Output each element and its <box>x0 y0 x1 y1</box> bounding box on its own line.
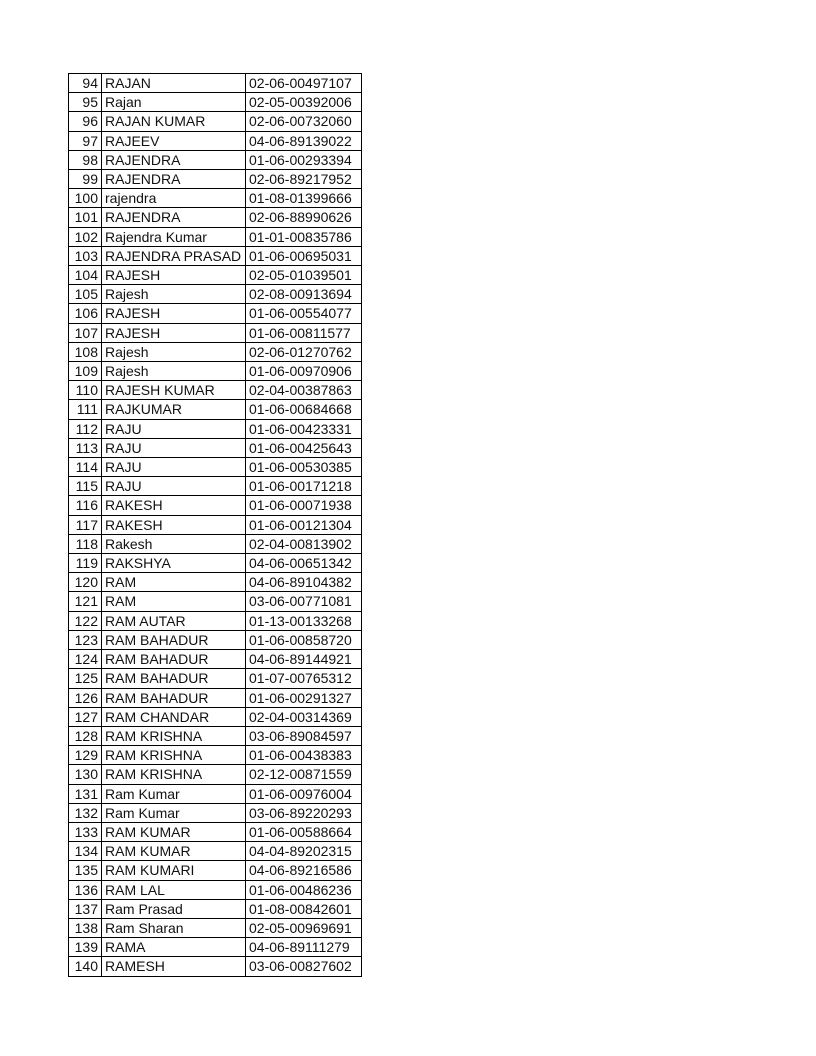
table-row <box>69 707 362 726</box>
table-row <box>69 726 362 745</box>
id-cell: 01-06-00438383 <box>246 746 362 765</box>
table-row <box>69 746 362 765</box>
table-row <box>69 477 362 496</box>
name-cell: RAJENDRA <box>102 170 246 189</box>
table-row <box>69 957 362 976</box>
id-cell: 04-06-89104382 <box>246 573 362 592</box>
id-cell: 01-06-00976004 <box>246 784 362 803</box>
id-cell: 03-06-00827602 <box>246 957 362 976</box>
table-row <box>69 918 362 937</box>
table-row <box>69 630 362 649</box>
table-row <box>69 899 362 918</box>
id-cell: 01-06-00695031 <box>246 246 362 265</box>
id-cell: 02-08-00913694 <box>246 285 362 304</box>
serial-cell: 132 <box>69 803 102 822</box>
serial-cell: 118 <box>69 534 102 553</box>
table-row <box>69 784 362 803</box>
name-cell: RAJESH KUMAR <box>102 381 246 400</box>
name-cell: RAM LAL <box>102 880 246 899</box>
id-cell: 01-06-00858720 <box>246 630 362 649</box>
id-cell: 01-06-00423331 <box>246 419 362 438</box>
name-cell: RAJKUMAR <box>102 400 246 419</box>
serial-cell: 112 <box>69 419 102 438</box>
id-cell: 01-06-00530385 <box>246 458 362 477</box>
table-row <box>69 170 362 189</box>
id-cell: 02-05-00969691 <box>246 918 362 937</box>
id-cell: 04-06-89111279 <box>246 938 362 957</box>
name-cell: RAM AUTAR <box>102 611 246 630</box>
name-cell: RAM BAHADUR <box>102 669 246 688</box>
table-row <box>69 573 362 592</box>
id-cell: 02-04-00813902 <box>246 534 362 553</box>
serial-cell: 124 <box>69 650 102 669</box>
name-cell: RAM KRISHNA <box>102 765 246 784</box>
serial-cell: 123 <box>69 630 102 649</box>
table-row <box>69 189 362 208</box>
name-cell: Ram Kumar <box>102 803 246 822</box>
table-row <box>69 765 362 784</box>
id-cell: 01-06-00291327 <box>246 688 362 707</box>
serial-cell: 130 <box>69 765 102 784</box>
serial-cell: 136 <box>69 880 102 899</box>
name-cell: RAKESH <box>102 515 246 534</box>
serial-cell: 121 <box>69 592 102 611</box>
name-cell: Rakesh <box>102 534 246 553</box>
table-row <box>69 304 362 323</box>
id-cell: 02-06-89217952 <box>246 170 362 189</box>
table-row <box>69 822 362 841</box>
table-row <box>69 285 362 304</box>
id-cell: 02-04-00314369 <box>246 707 362 726</box>
id-cell: 04-06-89144921 <box>246 650 362 669</box>
serial-cell: 94 <box>69 74 102 93</box>
id-cell: 04-06-89216586 <box>246 861 362 880</box>
serial-cell: 133 <box>69 822 102 841</box>
name-cell: Rajesh <box>102 342 246 361</box>
serial-cell: 99 <box>69 170 102 189</box>
id-cell: 04-04-89202315 <box>246 842 362 861</box>
name-cell: Rajan <box>102 93 246 112</box>
id-cell: 01-08-00842601 <box>246 899 362 918</box>
serial-cell: 109 <box>69 362 102 381</box>
name-cell: RAJESH <box>102 304 246 323</box>
table-row <box>69 131 362 150</box>
id-cell: 01-06-00171218 <box>246 477 362 496</box>
name-cell: RAJENDRA <box>102 208 246 227</box>
table-row <box>69 342 362 361</box>
name-cell: RAJAN <box>102 74 246 93</box>
id-cell: 01-06-00486236 <box>246 880 362 899</box>
serial-cell: 108 <box>69 342 102 361</box>
id-cell: 01-01-00835786 <box>246 227 362 246</box>
name-cell: RAKSHYA <box>102 554 246 573</box>
table-row <box>69 842 362 861</box>
name-cell: RAM KRISHNA <box>102 726 246 745</box>
id-cell: 01-06-00425643 <box>246 438 362 457</box>
name-cell: RAJENDRA <box>102 150 246 169</box>
serial-cell: 98 <box>69 150 102 169</box>
serial-cell: 111 <box>69 400 102 419</box>
serial-cell: 110 <box>69 381 102 400</box>
serial-cell: 100 <box>69 189 102 208</box>
name-cell: RAM BAHADUR <box>102 630 246 649</box>
serial-cell: 122 <box>69 611 102 630</box>
id-cell: 02-05-01039501 <box>246 266 362 285</box>
table-row <box>69 246 362 265</box>
serial-cell: 104 <box>69 266 102 285</box>
name-cell: RAM BAHADUR <box>102 650 246 669</box>
table-row <box>69 554 362 573</box>
serial-cell: 129 <box>69 746 102 765</box>
serial-cell: 102 <box>69 227 102 246</box>
serial-cell: 105 <box>69 285 102 304</box>
id-cell: 01-13-00133268 <box>246 611 362 630</box>
table-row <box>69 150 362 169</box>
serial-cell: 114 <box>69 458 102 477</box>
serial-cell: 134 <box>69 842 102 861</box>
table-row <box>69 688 362 707</box>
serial-cell: 137 <box>69 899 102 918</box>
name-cell: Ram Kumar <box>102 784 246 803</box>
serial-cell: 140 <box>69 957 102 976</box>
table-row <box>69 438 362 457</box>
id-cell: 02-05-00392006 <box>246 93 362 112</box>
name-cell: Ram Prasad <box>102 899 246 918</box>
table-row <box>69 650 362 669</box>
serial-cell: 115 <box>69 477 102 496</box>
serial-cell: 116 <box>69 496 102 515</box>
table-row <box>69 496 362 515</box>
serial-cell: 127 <box>69 707 102 726</box>
name-cell: Ram Sharan <box>102 918 246 937</box>
name-cell: RAJESH <box>102 266 246 285</box>
table-row <box>69 938 362 957</box>
name-cell: RAMA <box>102 938 246 957</box>
name-cell: RAM <box>102 573 246 592</box>
name-cell: RAM BAHADUR <box>102 688 246 707</box>
table-row <box>69 861 362 880</box>
id-cell: 02-06-00497107 <box>246 74 362 93</box>
serial-cell: 101 <box>69 208 102 227</box>
table-row <box>69 458 362 477</box>
serial-cell: 125 <box>69 669 102 688</box>
id-cell: 01-06-00293394 <box>246 150 362 169</box>
id-cell: 02-06-01270762 <box>246 342 362 361</box>
id-cell: 01-07-00765312 <box>246 669 362 688</box>
id-cell: 02-06-88990626 <box>246 208 362 227</box>
name-cell: Rajesh <box>102 285 246 304</box>
name-cell: RAJU <box>102 458 246 477</box>
serial-cell: 135 <box>69 861 102 880</box>
id-cell: 03-06-00771081 <box>246 592 362 611</box>
id-cell: 01-06-00588664 <box>246 822 362 841</box>
table-row <box>69 880 362 899</box>
table-row <box>69 611 362 630</box>
name-cell: RAKESH <box>102 496 246 515</box>
serial-cell: 131 <box>69 784 102 803</box>
table-row <box>69 534 362 553</box>
id-cell: 01-06-00970906 <box>246 362 362 381</box>
name-cell: RAJEEV <box>102 131 246 150</box>
serial-cell: 106 <box>69 304 102 323</box>
id-cell: 02-06-00732060 <box>246 112 362 131</box>
name-id-table <box>68 73 362 977</box>
name-cell: RAJENDRA PRASAD <box>102 246 246 265</box>
name-cell: Rajendra Kumar <box>102 227 246 246</box>
table-row <box>69 362 362 381</box>
id-cell: 01-06-00811577 <box>246 323 362 342</box>
name-cell: RAJESH <box>102 323 246 342</box>
serial-cell: 126 <box>69 688 102 707</box>
table-row <box>69 323 362 342</box>
id-cell: 01-06-00121304 <box>246 515 362 534</box>
table-row <box>69 74 362 93</box>
name-cell: RAM <box>102 592 246 611</box>
serial-cell: 139 <box>69 938 102 957</box>
name-cell: RAJU <box>102 477 246 496</box>
table-row <box>69 208 362 227</box>
serial-cell: 128 <box>69 726 102 745</box>
serial-cell: 97 <box>69 131 102 150</box>
serial-cell: 107 <box>69 323 102 342</box>
table-body <box>69 74 362 977</box>
table-row <box>69 515 362 534</box>
name-cell: RAMESH <box>102 957 246 976</box>
table-row <box>69 803 362 822</box>
serial-cell: 103 <box>69 246 102 265</box>
id-cell: 01-06-00071938 <box>246 496 362 515</box>
name-cell: RAM CHANDAR <box>102 707 246 726</box>
name-cell: RAM KUMARI <box>102 861 246 880</box>
id-cell: 04-06-89139022 <box>246 131 362 150</box>
serial-cell: 120 <box>69 573 102 592</box>
serial-cell: 119 <box>69 554 102 573</box>
name-cell: RAM KRISHNA <box>102 746 246 765</box>
id-cell: 01-08-01399666 <box>246 189 362 208</box>
name-cell: RAJU <box>102 438 246 457</box>
serial-cell: 96 <box>69 112 102 131</box>
serial-cell: 113 <box>69 438 102 457</box>
id-cell: 04-06-00651342 <box>246 554 362 573</box>
table-row <box>69 400 362 419</box>
table-row <box>69 419 362 438</box>
table-row <box>69 592 362 611</box>
table-row <box>69 93 362 112</box>
id-cell: 01-06-00554077 <box>246 304 362 323</box>
name-cell: RAM KUMAR <box>102 842 246 861</box>
name-cell: RAJU <box>102 419 246 438</box>
table-row <box>69 381 362 400</box>
table-row <box>69 227 362 246</box>
name-cell: RAJAN KUMAR <box>102 112 246 131</box>
table-row <box>69 112 362 131</box>
serial-cell: 138 <box>69 918 102 937</box>
id-cell: 02-12-00871559 <box>246 765 362 784</box>
name-cell: RAM KUMAR <box>102 822 246 841</box>
name-cell: Rajesh <box>102 362 246 381</box>
table-row <box>69 266 362 285</box>
serial-cell: 117 <box>69 515 102 534</box>
name-cell: rajendra <box>102 189 246 208</box>
id-cell: 02-04-00387863 <box>246 381 362 400</box>
table-row <box>69 669 362 688</box>
id-cell: 01-06-00684668 <box>246 400 362 419</box>
id-cell: 03-06-89220293 <box>246 803 362 822</box>
id-cell: 03-06-89084597 <box>246 726 362 745</box>
serial-cell: 95 <box>69 93 102 112</box>
